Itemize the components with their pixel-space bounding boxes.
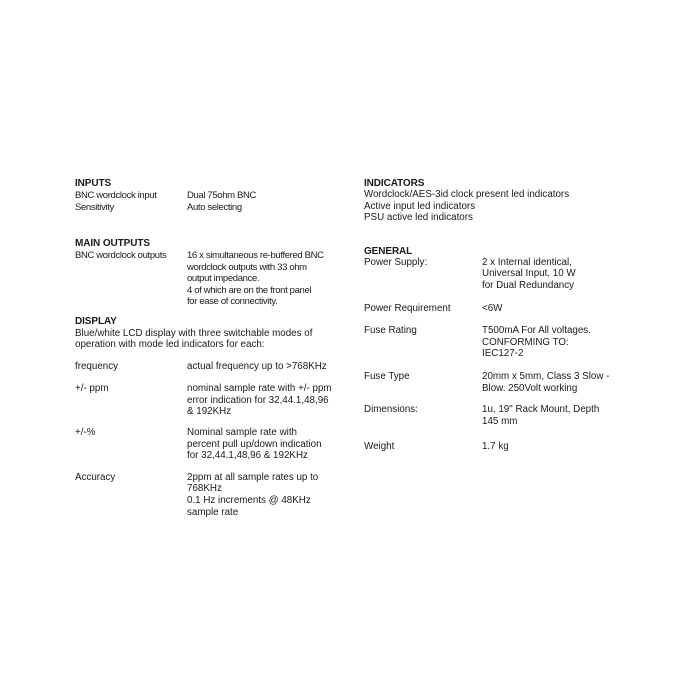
main-outputs-section xyxy=(75,238,345,308)
spec-value xyxy=(482,325,634,360)
spec-label: Fuse Type xyxy=(364,370,410,382)
indicators-list xyxy=(364,189,634,224)
spec-row xyxy=(364,404,634,427)
spec-value-line: 2 x Internal identical, xyxy=(482,256,572,268)
inputs-heading: INPUTS xyxy=(75,178,112,189)
spec-value-line: actual frequency up to >768KHz xyxy=(187,360,327,372)
spec-value xyxy=(482,303,634,315)
spec-value-line: 0.1 Hz increments @ 48KHz xyxy=(187,495,311,507)
spec-value xyxy=(187,202,345,214)
spec-label: Sensitivity xyxy=(75,201,114,213)
spec-value-line: 145 mm xyxy=(482,415,518,427)
spec-label: Power Requirement xyxy=(364,302,451,314)
inputs-section xyxy=(75,178,345,213)
spec-value xyxy=(187,472,345,518)
spec-value-line: Auto selecting xyxy=(187,201,242,213)
spec-value-line: 1.7 kg xyxy=(482,441,509,453)
spec-value-line: <6W xyxy=(482,302,503,314)
spec-row xyxy=(75,202,345,214)
spec-value-line: nominal sample rate with +/- ppm xyxy=(187,383,332,395)
spec-label: +/- ppm xyxy=(75,383,109,395)
spec-label: +/-% xyxy=(75,427,96,439)
spec-value-line: 20mm x 5mm, Class 3 Slow - xyxy=(482,370,610,382)
spec-row xyxy=(364,441,634,453)
indicator-line: Wordclock/AES-3id clock present led indicators xyxy=(364,189,570,200)
spec-value xyxy=(187,361,345,373)
indicators-heading: INDICATORS xyxy=(364,178,425,189)
spec-value-line: CONFORMING TO: xyxy=(482,336,569,348)
spec-value-line: IEC127-2 xyxy=(482,348,524,360)
general-section xyxy=(364,246,634,453)
intro-line: operation with mode led indicators for each: xyxy=(75,339,265,351)
spec-value-line: percent pull up/down indication xyxy=(187,438,322,450)
spec-value-line: Blow. 250Volt working xyxy=(482,382,578,394)
spec-label: Weight xyxy=(364,441,395,453)
spec-value-line: T500mA For All voltages. xyxy=(482,325,591,337)
spec-value-line: & 192KHz xyxy=(187,406,232,418)
indicator-line: Active input led indicators xyxy=(364,200,476,212)
spec-value-line: 4 of which are on the front panel xyxy=(187,284,312,296)
spec-value-line: wordclock outputs with 33 ohm xyxy=(187,261,307,273)
spec-value-line: Universal Input, 10 W xyxy=(482,268,576,280)
spec-value-line: Dual 75ohm BNC xyxy=(187,190,257,201)
spec-value-line: 1u, 19" Rack Mount, Depth xyxy=(482,404,600,416)
spec-value xyxy=(482,441,634,453)
spec-label: Dimensions: xyxy=(364,404,418,416)
spec-value-line: for 32,44.1,48,96 & 192KHz xyxy=(187,450,308,462)
spec-value xyxy=(187,190,345,202)
spec-row xyxy=(75,361,345,373)
display-section xyxy=(75,316,345,519)
spec-value xyxy=(482,257,634,292)
general-heading: GENERAL xyxy=(364,245,413,257)
spec-row xyxy=(75,383,345,418)
indicator-line: PSU active led indicators xyxy=(364,212,473,224)
spec-label: Fuse Rating xyxy=(364,325,417,337)
right-column xyxy=(364,178,634,453)
spec-value xyxy=(482,371,634,394)
spec-value xyxy=(187,250,345,308)
display-intro xyxy=(75,328,345,351)
spec-value-line: output impedance. xyxy=(187,273,260,284)
spec-value-line: for Dual Redundancy xyxy=(482,279,575,291)
spec-label: Power Supply: xyxy=(364,256,428,268)
spec-value-line: 2ppm at all sample rates up to xyxy=(187,471,319,483)
left-column xyxy=(75,178,345,518)
spec-label: frequency xyxy=(75,360,119,372)
indicators-section xyxy=(364,178,634,224)
spec-value-line: sample rate xyxy=(187,506,239,518)
spec-value xyxy=(482,404,634,427)
display-heading: DISPLAY xyxy=(75,315,117,327)
spec-value-line: 16 x simultaneous re-buffered BNC xyxy=(187,250,324,261)
spec-value-line: for ease of connectivity. xyxy=(187,296,278,307)
spec-row xyxy=(75,250,345,308)
spec-row xyxy=(75,472,345,518)
spec-row xyxy=(364,371,634,394)
spec-value-line: 768KHz xyxy=(187,483,222,495)
spec-label: Accuracy xyxy=(75,471,116,483)
spec-value-line: error indication for 32,44.1,48,96 xyxy=(187,394,329,406)
spec-value-line: Nominal sample rate with xyxy=(187,427,297,439)
spec-value xyxy=(187,427,345,462)
spec-row xyxy=(364,303,634,315)
spec-label: BNC wordclock input xyxy=(75,190,157,201)
spec-value xyxy=(187,383,345,418)
main-outputs-heading: MAIN OUTPUTS xyxy=(75,238,150,249)
spec-row xyxy=(75,427,345,462)
spec-row xyxy=(364,325,634,360)
spec-row xyxy=(364,257,634,292)
spec-row xyxy=(75,190,345,202)
spec-label: BNC wordclock outputs xyxy=(75,250,167,261)
intro-line: Blue/white LCD display with three switchable modes of xyxy=(75,327,313,339)
